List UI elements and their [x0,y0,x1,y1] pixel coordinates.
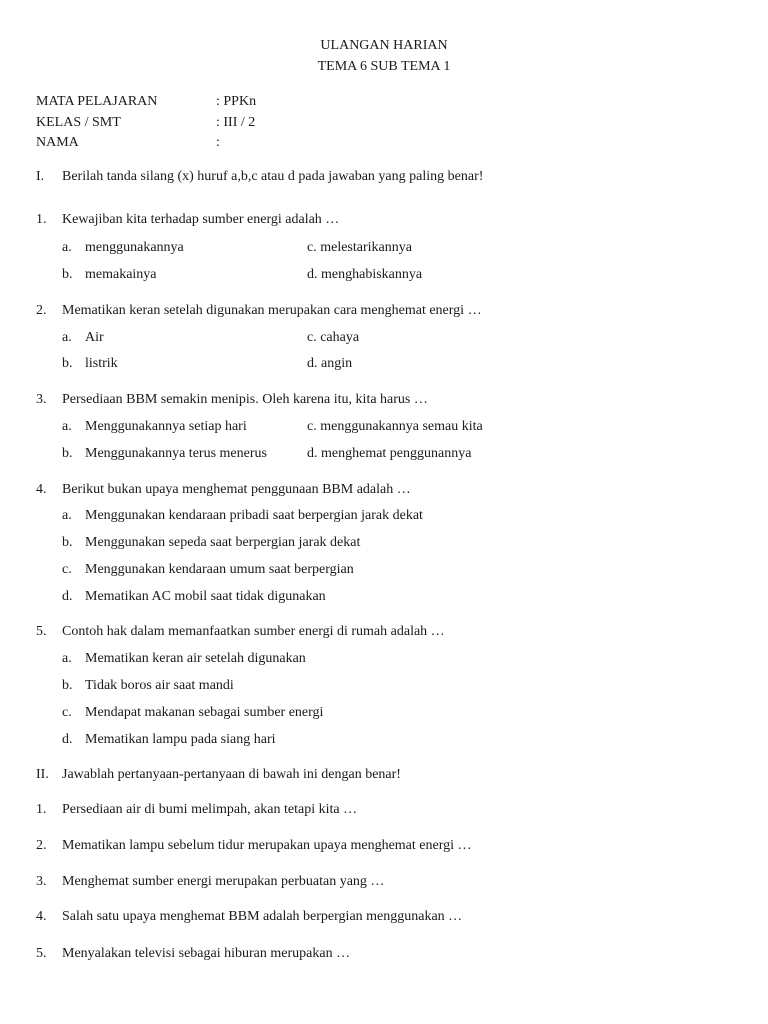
option-letter: b. [62,535,73,550]
section1-number: I. [36,169,45,184]
info-value-subject: : PPKn [216,94,257,109]
essay-number: 5. [36,946,47,961]
essay-number: 3. [36,874,47,889]
question-text: Kewajiban kita terhadap sumber energi adalah … [62,212,340,227]
option-text: menggunakannya [85,240,184,255]
section2-instruction: Jawablah pertanyaan-pertanyaan di bawah ini dengan benar! [62,767,401,782]
essay-question: Salah satu upaya menghemat BBM adalah berpergian menggunakan … [62,909,463,924]
option-letter: c. [62,705,72,720]
question-number: 5. [36,624,47,639]
option-text: Menggunakan sepeda saat berpergian jarak dekat [85,535,361,550]
option-text: Mematikan keran air setelah digunakan [85,651,306,666]
option-text: Mematikan lampu pada siang hari [85,732,276,747]
essay-question: Persediaan air di bumi melimpah, akan tetapi kita … [62,802,358,817]
option-text: Menggunakan kendaraan umum saat berpergian [85,562,354,577]
option-text: Mematikan AC mobil saat tidak digunakan [85,589,326,604]
question-number: 3. [36,392,47,407]
option-letter: a. [62,330,72,345]
option-text: Menggunakannya setiap hari [85,419,247,434]
question-number: 1. [36,212,47,227]
essay-question: Menyalakan televisi sebagai hiburan merupakan … [62,946,351,961]
option-text: d. menghabiskannya [307,267,423,282]
option-letter: a. [62,419,72,434]
question-text: Berikut bukan upaya menghemat penggunaan BBM adalah … [62,482,411,497]
option-text: Menggunakannya terus menerus [85,446,267,461]
essay-number: 1. [36,802,47,817]
option-letter: b. [62,446,73,461]
option-text: d. angin [307,356,353,371]
question-text: Mematikan keran setelah digunakan merupakan cara menghemat energi … [62,303,482,318]
option-text: listrik [85,356,118,371]
option-text: memakainya [85,267,157,282]
option-text: Mendapat makanan sebagai sumber energi [85,705,324,720]
option-text: c. melestarikannya [307,240,412,255]
question-number: 4. [36,482,47,497]
info-label-name: NAMA [36,135,79,150]
option-letter: a. [62,240,72,255]
info-value-class: : III / 2 [216,115,256,130]
question-number: 2. [36,303,47,318]
option-letter: a. [62,651,72,666]
essay-question: Menghemat sumber energi merupakan perbuatan yang … [62,874,385,889]
option-letter: b. [62,267,73,282]
question-text: Persediaan BBM semakin menipis. Oleh karena itu, kita harus … [62,392,428,407]
option-letter: d. [62,732,73,747]
question-text: Contoh hak dalam memanfaatkan sumber energi di rumah adalah … [62,624,445,639]
section2-number: II. [36,767,49,782]
option-letter: b. [62,356,73,371]
info-value-name: : [216,135,220,150]
option-letter: c. [62,562,72,577]
option-text: d. menghemat penggunannya [307,446,472,461]
info-label-subject: MATA PELAJARAN [36,94,158,109]
essay-question: Mematikan lampu sebelum tidur merupakan upaya menghemat energi … [62,838,472,853]
option-text: c. menggunakannya semau kita [307,419,483,434]
essay-number: 2. [36,838,47,853]
option-letter: d. [62,589,73,604]
option-text: Menggunakan kendaraan pribadi saat berpergian jarak dekat [85,508,423,523]
option-text: c. cahaya [307,330,360,345]
info-label-class: KELAS / SMT [36,115,121,130]
option-letter: b. [62,678,73,693]
option-text: Air [85,330,104,345]
option-letter: a. [62,508,72,523]
document-title: ULANGAN HARIAN [320,38,448,53]
document-subtitle: TEMA 6 SUB TEMA 1 [317,59,451,74]
essay-number: 4. [36,909,47,924]
option-text: Tidak boros air saat mandi [85,678,234,693]
section1-instruction: Berilah tanda silang (x) huruf a,b,c atau d pada jawaban yang paling benar! [62,169,484,184]
